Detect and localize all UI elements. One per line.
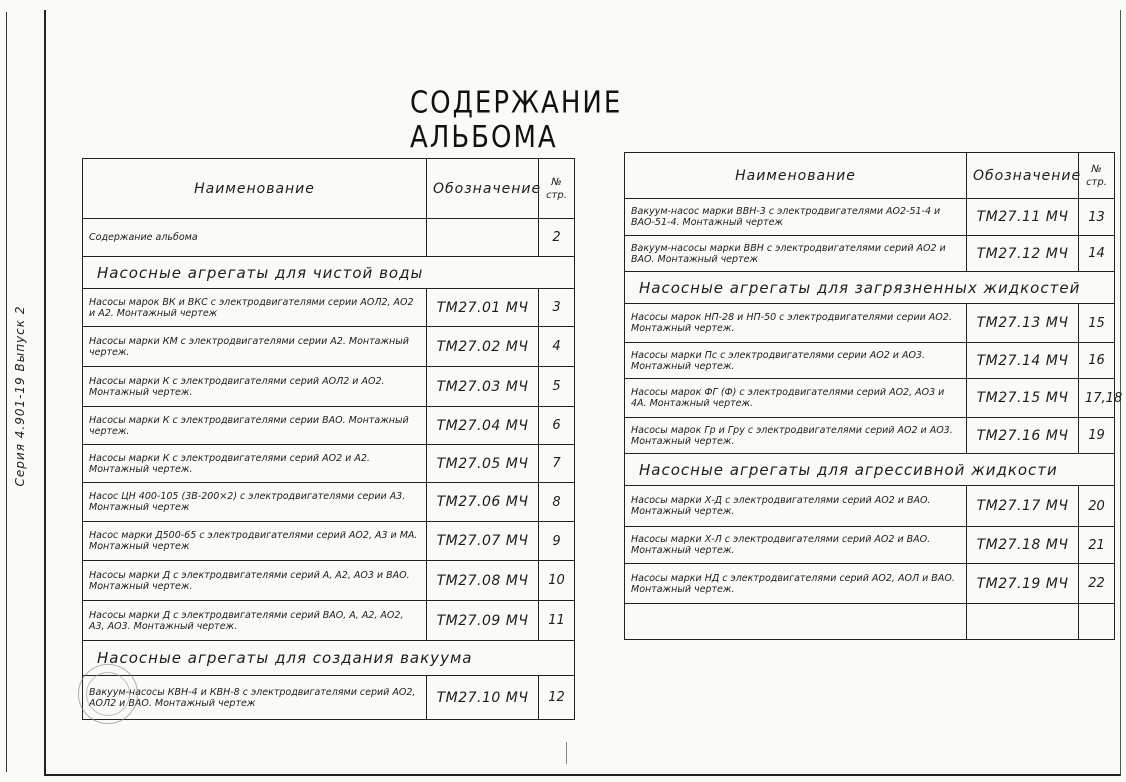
row-page: 11 — [539, 601, 575, 641]
table-row — [625, 343, 1115, 379]
row-code: ТМ27.03 МЧ — [427, 367, 539, 407]
row-name: Содержание альбома — [83, 219, 427, 257]
row-name: Насосы марки Д с электродвигателями серий А, А2, АО3 и ВАО. Монтажный чертеж. — [83, 561, 427, 601]
section-row — [625, 454, 1115, 486]
header-code: Обозначение — [427, 159, 539, 219]
section-row — [625, 272, 1115, 304]
row-page: 8 — [539, 483, 575, 522]
row-name — [625, 604, 967, 640]
table-row — [83, 601, 575, 641]
table-row — [83, 367, 575, 407]
row-page: 7 — [539, 445, 575, 483]
table-row — [625, 604, 1115, 640]
row-name: Насосы марок ФГ (Ф) с электродвигателями серий АО2, АО3 и 4А. Монтажный чертеж. — [625, 379, 967, 418]
series-label: Серия 4.901-19 Выпуск 2 — [13, 305, 27, 487]
row-page: 12 — [539, 676, 575, 720]
row-code: ТМ27.11 МЧ — [967, 199, 1079, 236]
row-code: ТМ27.02 МЧ — [427, 327, 539, 367]
row-page: 3 — [539, 289, 575, 327]
row-page: 2 — [539, 219, 575, 257]
row-name: Вакуум-насосы марки ВВН с электродвигателями серий АО2 и ВАО. Монтажный чертеж — [625, 236, 967, 272]
table-row — [83, 483, 575, 522]
row-name: Насос марки Д500-65 с электродвигателями серий АО2, А3 и МА. Монтажный чертеж — [83, 522, 427, 561]
header-name: Наименование — [625, 153, 967, 199]
album-title: СОДЕРЖАНИЕ АЛЬБОМА — [410, 86, 623, 155]
section-title: Насосные агрегаты для загрязненных жидкостей — [625, 272, 1115, 304]
table-row — [625, 564, 1115, 604]
binding-line — [6, 12, 7, 772]
ink-stamp — [78, 664, 138, 724]
row-code: ТМ27.07 МЧ — [427, 522, 539, 561]
row-page: 19 — [1079, 418, 1115, 454]
table-row — [625, 418, 1115, 454]
header-code: Обозначение — [967, 153, 1079, 199]
table-header-row — [83, 159, 575, 219]
header-page: № стр. — [539, 159, 575, 219]
row-page: 13 — [1079, 199, 1115, 236]
row-code: ТМ27.13 МЧ — [967, 304, 1079, 343]
table-row — [83, 445, 575, 483]
table-row — [83, 219, 575, 257]
row-name: Насосы марки КМ с электродвигателями серии А2. Монтажный чертеж. — [83, 327, 427, 367]
row-name: Насосы марки НД с электродвигателями серий АО2, АОЛ и ВАО. Монтажный чертеж. — [625, 564, 967, 604]
table-row — [83, 522, 575, 561]
row-code: ТМ27.18 МЧ — [967, 527, 1079, 564]
row-name: Насосы марки К с электродвигателями серии ВАО. Монтажный чертеж. — [83, 407, 427, 445]
table-row — [625, 486, 1115, 527]
row-code: ТМ27.17 МЧ — [967, 486, 1079, 527]
row-page: 9 — [539, 522, 575, 561]
table-row — [83, 561, 575, 601]
row-name: Вакуум-насос марки ВВН-3 с электродвигателями АО2-51-4 и ВАО-51-4. Монтажный чертеж — [625, 199, 967, 236]
section-title: Насосные агрегаты для агрессивной жидкости — [625, 454, 1115, 486]
table-row — [625, 527, 1115, 564]
table-row — [83, 289, 575, 327]
row-page: 17,18 — [1079, 379, 1115, 418]
row-code: ТМ27.16 МЧ — [967, 418, 1079, 454]
row-name: Насосы марки Х-Л с электродвигателями серий АО2 и ВАО. Монтажный чертеж. — [625, 527, 967, 564]
row-code — [427, 219, 539, 257]
header-page: № стр. — [1079, 153, 1115, 199]
section-title: Насосные агрегаты для чистой воды — [83, 257, 575, 289]
row-code — [967, 604, 1079, 640]
row-name: Насосы марки Пс с электродвигателями серии АО2 и АО3. Монтажный чертеж. — [625, 343, 967, 379]
table-row — [625, 379, 1115, 418]
row-name: Насосы марок ВК и ВКС с электродвигателями серии АОЛ2, АО2 и А2. Монтажный чертеж — [83, 289, 427, 327]
row-page: 21 — [1079, 527, 1115, 564]
row-code: ТМ27.14 МЧ — [967, 343, 1079, 379]
row-page: 16 — [1079, 343, 1115, 379]
contents-table-right — [624, 152, 1123, 640]
row-page: 10 — [539, 561, 575, 601]
row-code: ТМ27.15 МЧ — [967, 379, 1079, 418]
row-name: Насосы марки Д с электродвигателями серий ВАО, А, А2, АО2, А3, АО3. Монтажный чертеж. — [83, 601, 427, 641]
row-code: ТМ27.09 МЧ — [427, 601, 539, 641]
section-row — [83, 641, 575, 676]
row-page — [1079, 604, 1115, 640]
section-row — [83, 257, 575, 289]
table-row — [625, 199, 1115, 236]
row-code: ТМ27.06 МЧ — [427, 483, 539, 522]
row-page: 14 — [1079, 236, 1115, 272]
row-code: ТМ27.05 МЧ — [427, 445, 539, 483]
table-row — [625, 236, 1115, 272]
row-code: ТМ27.10 МЧ — [427, 676, 539, 720]
table-header-row — [625, 153, 1115, 199]
row-page: 4 — [539, 327, 575, 367]
row-name: Насосы марки К с электродвигателями серий АОЛ2 и АО2. Монтажный чертеж. — [83, 367, 427, 407]
contents-body-right — [625, 199, 1123, 640]
row-page: 5 — [539, 367, 575, 407]
row-name: Насосы марок НП-28 и НП-50 с электродвигателями серии АО2. Монтажный чертеж. — [625, 304, 967, 343]
row-page: 15 — [1079, 304, 1115, 343]
row-code: ТМ27.12 МЧ — [967, 236, 1079, 272]
table-row — [83, 327, 575, 367]
row-code: ТМ27.19 МЧ — [967, 564, 1079, 604]
row-name: Насос ЦН 400-105 (3В-200×2) с электродвигателями серии А3. Монтажный чертеж — [83, 483, 427, 522]
row-page: 20 — [1079, 486, 1115, 527]
row-code: ТМ27.08 МЧ — [427, 561, 539, 601]
row-page: 22 — [1079, 564, 1115, 604]
contents-table-left — [82, 158, 575, 720]
table-row — [625, 304, 1115, 343]
table-row — [83, 676, 575, 720]
row-page: 6 — [539, 407, 575, 445]
contents-body-left — [83, 219, 575, 720]
row-name: Вакуум-насосы КВН-4 и КВН-8 с электродвигателями серий АО2, АОЛ2 и ВАО. Монтажный чертеж — [83, 676, 427, 720]
section-title: Насосные агрегаты для создания вакуума — [83, 641, 575, 676]
table-row — [83, 407, 575, 445]
row-name: Насосы марки Х-Д с электродвигателями серий АО2 и ВАО. Монтажный чертеж. — [625, 486, 967, 527]
row-code: ТМ27.01 МЧ — [427, 289, 539, 327]
scan-mark — [566, 742, 567, 764]
row-name: Насосы марки К с электродвигателями серий АО2 и А2. Монтажный чертеж. — [83, 445, 427, 483]
row-code: ТМ27.04 МЧ — [427, 407, 539, 445]
header-name: Наименование — [83, 159, 427, 219]
row-name: Насосы марок Гр и Грy с электродвигателями серий АО2 и АО3. Монтажный чертеж. — [625, 418, 967, 454]
